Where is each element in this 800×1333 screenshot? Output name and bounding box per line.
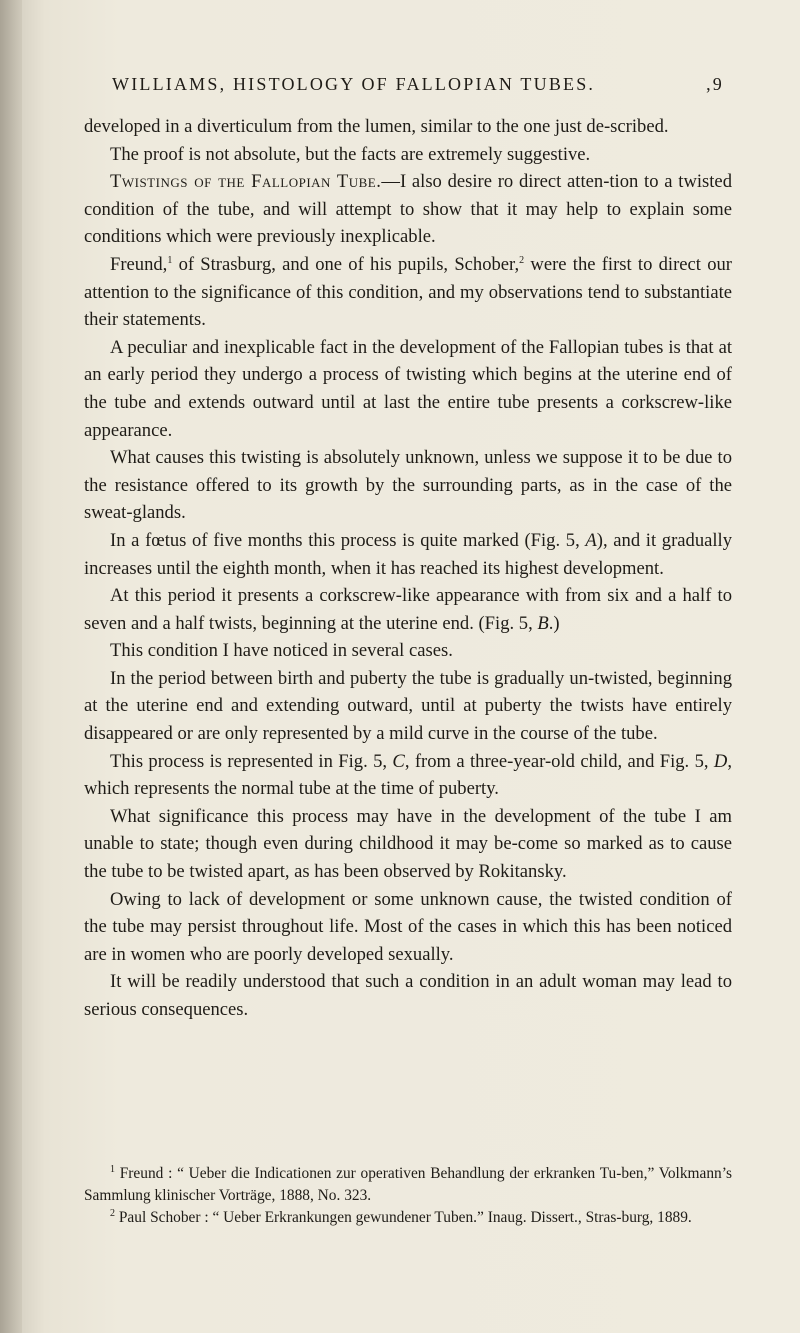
figure-ref: B: [537, 612, 549, 634]
paragraph: In a fœtus of five months this process is quite marked (Fig. 5, A), and it gradually increases until the eighth month, when it has reached its highest development.: [84, 529, 732, 579]
paragraph: This condition I have noticed in several cases.: [110, 640, 453, 662]
paragraph: In the period between birth and puberty the tube is gradually un-twisted, beginning at the uterine end and extending outward, until at puberty the twists have entirely disappeared or are only represented by a mild curve in the course of the tube.: [84, 667, 732, 745]
paragraph: What significance this process may have in the development of the tube I am unable to state; though even during childhood it may be-come so marked as to cause the tube to be twisted apart, as has been observed by Rokitansky.: [84, 805, 732, 883]
paragraph: At this period it presents a corkscrew-like appearance with from six and a half to seven and a half twists, beginning at the uterine end. (Fig. 5, B.): [84, 585, 732, 634]
footnote-mark: 1: [110, 1163, 115, 1175]
figure-ref: D: [713, 750, 728, 772]
footnote: $^1$ Freund : “ Ueber die Indicationen zur operativen Behandlung der erkranken Tu-ben,” Volkmann’s Sammlung klinischer Vorträge, 1888, No. 323.: [84, 1163, 732, 1204]
body-text: [84, 113, 732, 1024]
paragraph: developed in a diverticulum from the lumen, similar to the one just de-scribed.: [84, 116, 669, 137]
footnote: $^2$ Paul Schober : “ Ueber Erkrankungen gewundener Tuben.” Inaug. Dissert., Stras-burg, 1889.: [110, 1207, 692, 1226]
paragraph: What causes this twisting is absolutely unknown, unless we suppose it to be due to the resistance offered to its growth by the surrounding parts, as in the case of the sweat-glands.: [84, 447, 732, 524]
paragraph: It will be readily understood that such a condition in an adult woman may lead to serious consequences.: [84, 971, 732, 1020]
figure-ref: A: [585, 529, 597, 551]
running-head-title: WILLIAMS, HISTOLOGY OF FALLOPIAN TUBES.: [112, 74, 596, 94]
footnote-mark: 2: [110, 1207, 115, 1219]
footnote-ref: 1: [167, 254, 173, 266]
book-gutter-shadow: [0, 0, 22, 1333]
footnote-ref: 2: [519, 254, 525, 266]
paragraph: This process is represented in Fig. 5, C, from a three-year-old child, and Fig. 5, D, which represents the normal tube at the time of puberty.: [84, 750, 732, 800]
paragraph: Owing to lack of development or some unknown cause, the twisted condition of the tube may persist throughout life. Most of the cases in which this has been noticed are in women who are poorly developed sexually.: [84, 888, 732, 965]
section-paragraph: Twistings of the Fallopian Tube.—I also desire ro direct atten-tion to a twisted condition of the tube, and will attempt to show that it may help to explain some conditions which were previously inexplicable.: [84, 171, 732, 248]
figure-ref: C: [392, 750, 405, 772]
paragraph: The proof is not absolute, but the facts are extremely suggestive.: [110, 143, 591, 165]
running-head: [112, 74, 724, 95]
paragraph: A peculiar and inexplicable fact in the development of the Fallopian tubes is that at an early period they undergo a process of twisting which begins at the uterine end of the tube and extends outward until at last the entire tube presents a corkscrew-like appearance.: [84, 336, 732, 441]
paragraph: Freund,$^1$ of Strasburg, and one of his pupils, Schober,$^2$ were the first to direct our attention to the significance of this condition, and my observations tend to substantiate their statements.: [84, 253, 732, 331]
section-heading: Twistings of the Fallopian Tube.: [110, 171, 382, 193]
footnotes: [84, 1163, 732, 1229]
page-number: ,9: [706, 74, 724, 94]
